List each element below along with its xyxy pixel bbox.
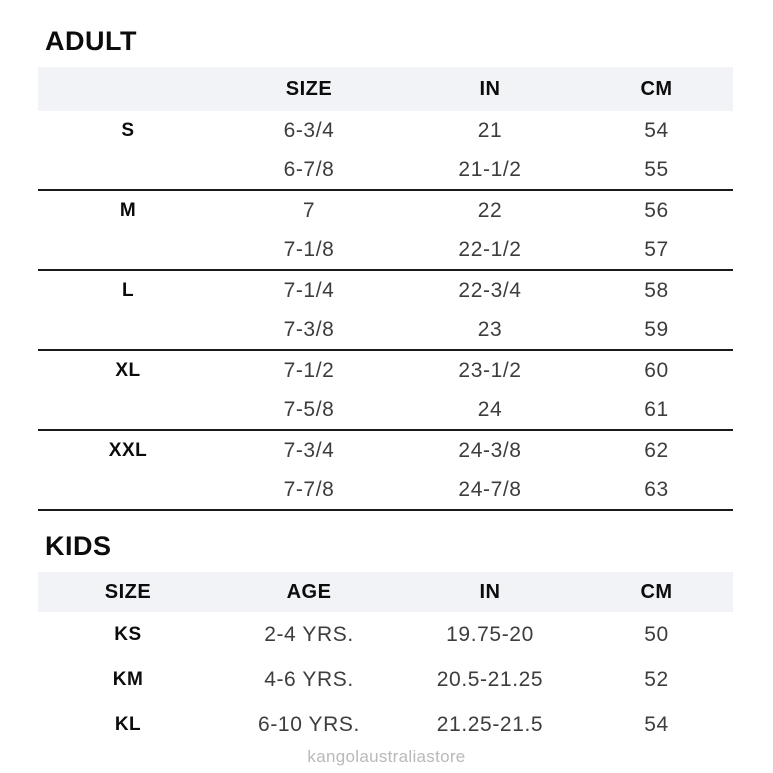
kids-size-table [38,572,733,747]
table-row [38,111,733,150]
adult-size-table [38,67,733,511]
kids-header-in: IN [479,580,501,603]
inches-value: 23 [477,317,503,341]
row-label: L [121,279,135,301]
table-row [38,702,733,747]
adult-size-group [38,111,733,191]
cm-value: 54 [644,118,669,142]
inches-value: 21.25-21.5 [436,712,544,736]
row-label: KS [114,623,142,645]
inches-value: 23-1/2 [458,358,522,382]
inches-value: 22 [477,198,503,222]
adult-table-header-row [38,67,733,111]
kids-header-age: AGE [286,580,332,603]
inches-value: 24-7/8 [458,477,522,501]
adult-size-group [38,351,733,431]
adult-size-group [38,191,733,271]
inches-value: 20.5-21.25 [436,667,544,691]
table-row [38,470,733,509]
size-value: 7-7/8 [283,477,335,501]
size-value: 7 [302,198,316,222]
table-row [38,612,733,657]
table-row [38,310,733,349]
size-value: 6-3/4 [283,118,335,142]
cm-value: 52 [644,667,669,691]
table-row [38,390,733,429]
cm-value: 50 [644,622,669,646]
table-row [38,271,733,310]
kids-table-body [38,612,733,747]
cm-value: 63 [644,477,669,501]
table-row [38,191,733,230]
size-value: 7-3/4 [283,438,335,462]
table-row [38,150,733,189]
kids-section-title: KIDS [45,531,112,561]
size-value: 7-1/4 [283,278,335,302]
inches-value: 24-3/8 [458,438,522,462]
inches-value: 21-1/2 [458,157,522,181]
store-watermark: kangolaustraliastore [307,747,466,766]
size-value: 7-3/8 [283,317,335,341]
row-label: KL [114,713,142,735]
cm-value: 55 [644,157,669,181]
table-row [38,230,733,269]
kids-header-size: SIZE [104,580,152,603]
kids-table-header-row [38,572,733,612]
row-label: S [121,119,135,141]
adult-header-size: SIZE [285,77,333,100]
inches-value: 22-3/4 [458,278,522,302]
cm-value: 54 [644,712,669,736]
inches-value: 24 [477,397,503,421]
size-value: 7-1/8 [283,237,335,261]
adult-header-in: IN [479,77,501,100]
size-value: 7-5/8 [283,397,335,421]
inches-value: 19.75-20 [446,622,534,646]
age-value: 4-6 YRS. [264,667,354,691]
adult-size-group [38,431,733,511]
cm-value: 61 [644,397,669,421]
cm-value: 60 [644,358,669,382]
age-value: 2-4 YRS. [264,622,354,646]
inches-value: 22-1/2 [458,237,522,261]
table-row [38,657,733,702]
adult-size-group [38,271,733,351]
table-row [38,351,733,390]
size-value: 6-7/8 [283,157,335,181]
row-label: XL [115,359,141,381]
row-label: M [119,199,137,221]
adult-table-body [38,111,733,511]
row-label: KM [112,668,144,690]
adult-header-cm: CM [640,77,673,100]
age-value: 6-10 YRS. [258,712,360,736]
size-value: 7-1/2 [283,358,335,382]
cm-value: 57 [644,237,669,261]
cm-value: 56 [644,198,669,222]
table-row [38,431,733,470]
inches-value: 21 [477,118,503,142]
cm-value: 58 [644,278,669,302]
adult-section-title: ADULT [45,26,137,56]
cm-value: 59 [644,317,669,341]
row-label: XXL [108,439,148,461]
cm-value: 62 [644,438,669,462]
kids-header-cm: CM [640,580,673,603]
